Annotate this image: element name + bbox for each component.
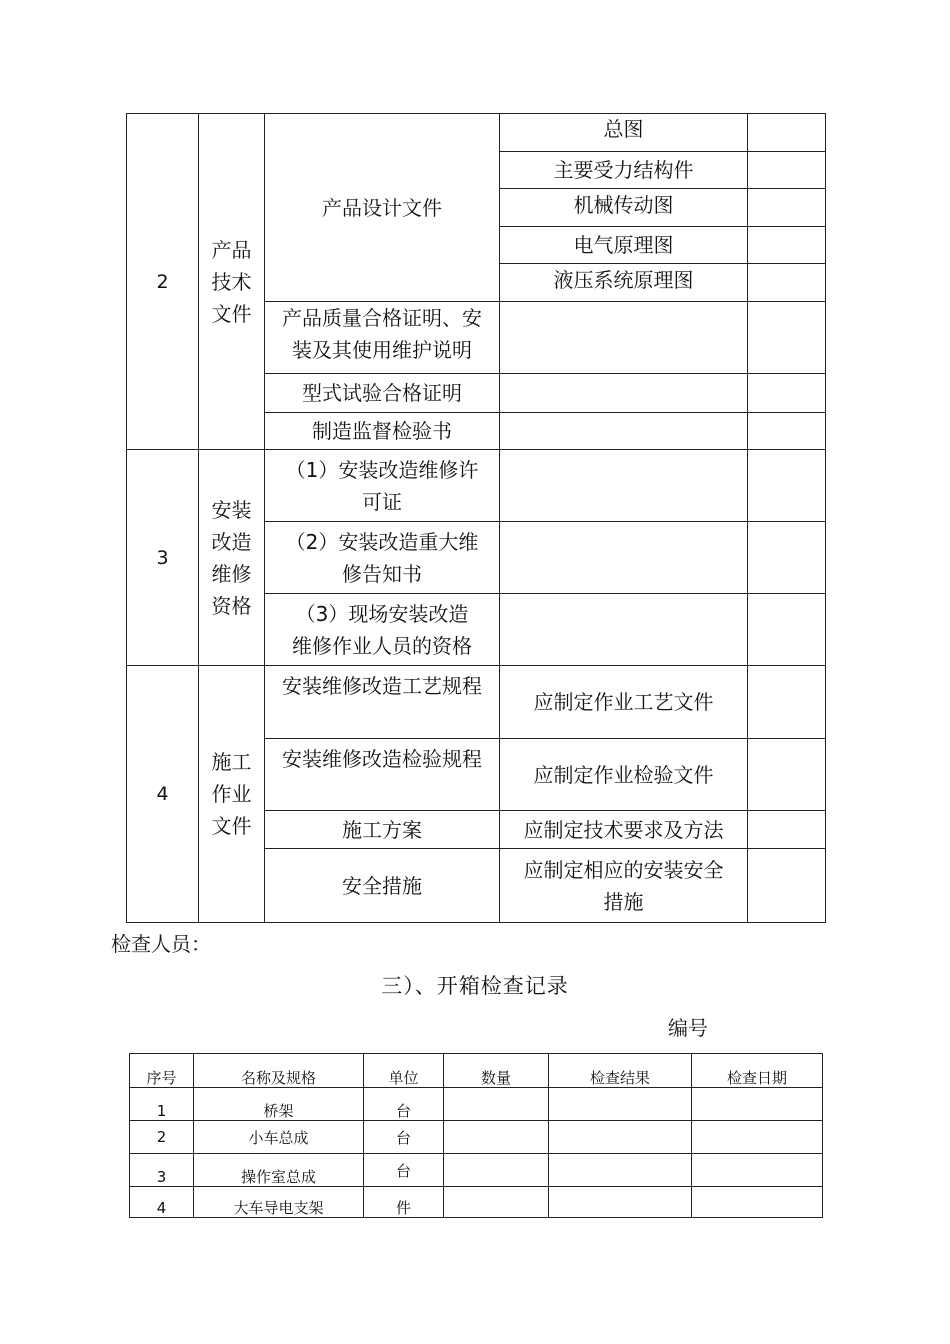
result-cell: [748, 227, 826, 264]
result-cell: [748, 594, 826, 666]
cell-result: [549, 1121, 692, 1154]
cell-date: [692, 1121, 823, 1154]
item-cell: 产品质量合格证明、安 装及其使用维护说明: [265, 302, 500, 374]
header-cell: 单位: [364, 1054, 444, 1088]
cell-date: [692, 1187, 823, 1218]
table-row: [127, 114, 826, 152]
cell-unit: 台: [364, 1088, 444, 1121]
cell-unit: 台: [364, 1154, 444, 1187]
category-cell: 产品 技术 文件: [199, 114, 265, 450]
requirement-cell: 应制定作业工艺文件: [500, 666, 748, 739]
open-box-table: [129, 1053, 823, 1218]
result-cell: [748, 450, 826, 522]
design-item: 主要受力结构件: [500, 152, 748, 189]
header-cell: 检查结果: [549, 1054, 692, 1088]
requirement-cell: [500, 413, 748, 450]
result-cell: [748, 114, 826, 152]
cell-quantity: [444, 1088, 549, 1121]
cell-date: [692, 1088, 823, 1121]
row-number: 2: [127, 114, 199, 450]
cell-quantity: [444, 1154, 549, 1187]
table-header-row: [130, 1054, 823, 1088]
item-cell: （1）安装改造维修许 可证: [265, 450, 500, 522]
design-item: 总图: [500, 114, 748, 152]
result-cell: [748, 811, 826, 849]
design-item: 机械传动图: [500, 189, 748, 227]
result-cell: [748, 522, 826, 594]
cell-name: 大车导电支架: [194, 1187, 364, 1218]
item-cell: 施工方案: [265, 811, 500, 849]
row-number: 3: [127, 450, 199, 666]
table-row: [130, 1154, 823, 1187]
category-cell: 施工 作业 文件: [199, 666, 265, 923]
cell-name: 小车总成: [194, 1121, 364, 1154]
design-item: 液压系统原理图: [500, 264, 748, 302]
table-row: [130, 1088, 823, 1121]
requirement-cell: 应制定作业检验文件: [500, 739, 748, 811]
result-cell: [748, 739, 826, 811]
category-cell: 安装 改造 维修 资格: [199, 450, 265, 666]
requirement-cell: [500, 594, 748, 666]
result-cell: [748, 849, 826, 923]
result-cell: [748, 302, 826, 374]
table-row: [130, 1187, 823, 1218]
cell-quantity: [444, 1187, 549, 1218]
requirement-cell: [500, 522, 748, 594]
result-cell: [748, 413, 826, 450]
result-cell: [748, 152, 826, 189]
cell-date: [692, 1154, 823, 1187]
item-cell: （2）安装改造重大维 修告知书: [265, 522, 500, 594]
cell-result: [549, 1088, 692, 1121]
item-cell: 产品设计文件: [265, 114, 500, 302]
header-cell: 数量: [444, 1054, 549, 1088]
section-title: 三）、开箱检查记录: [381, 974, 569, 998]
table-row: [127, 450, 826, 522]
cell-quantity: [444, 1121, 549, 1154]
design-item: 电气原理图: [500, 227, 748, 264]
cell-name: 操作室总成: [194, 1154, 364, 1187]
item-cell: 制造监督检验书: [265, 413, 500, 450]
requirement-cell: 应制定相应的安装安全 措施: [500, 849, 748, 923]
inspection-table: [126, 113, 826, 923]
requirement-cell: [500, 302, 748, 374]
table-row: [127, 666, 826, 739]
requirement-cell: [500, 450, 748, 522]
cell-no: 2: [130, 1121, 194, 1154]
header-cell: 序号: [130, 1054, 194, 1088]
cell-unit: 台: [364, 1121, 444, 1154]
cell-result: [549, 1154, 692, 1187]
header-cell: 名称及规格: [194, 1054, 364, 1088]
item-cell: 安全措施: [265, 849, 500, 923]
item-cell: 安装维修改造工艺规程: [265, 666, 500, 739]
requirement-cell: [500, 374, 748, 413]
row-number: 4: [127, 666, 199, 923]
inspector-label: 检查人员：: [111, 932, 211, 956]
cell-no: 1: [130, 1088, 194, 1121]
result-cell: [748, 666, 826, 739]
cell-unit: 件: [364, 1187, 444, 1218]
document-number-label: 编号: [668, 1016, 708, 1040]
item-cell: （3）现场安装改造 维修作业人员的资格: [265, 594, 500, 666]
requirement-cell: 应制定技术要求及方法: [500, 811, 748, 849]
item-cell: 型式试验合格证明: [265, 374, 500, 413]
item-cell: 安装维修改造检验规程: [265, 739, 500, 811]
cell-no: 4: [130, 1187, 194, 1218]
header-cell: 检查日期: [692, 1054, 823, 1088]
result-cell: [748, 264, 826, 302]
cell-no: 3: [130, 1154, 194, 1187]
table-row: [130, 1121, 823, 1154]
result-cell: [748, 189, 826, 227]
cell-name: 桥架: [194, 1088, 364, 1121]
result-cell: [748, 374, 826, 413]
cell-result: [549, 1187, 692, 1218]
